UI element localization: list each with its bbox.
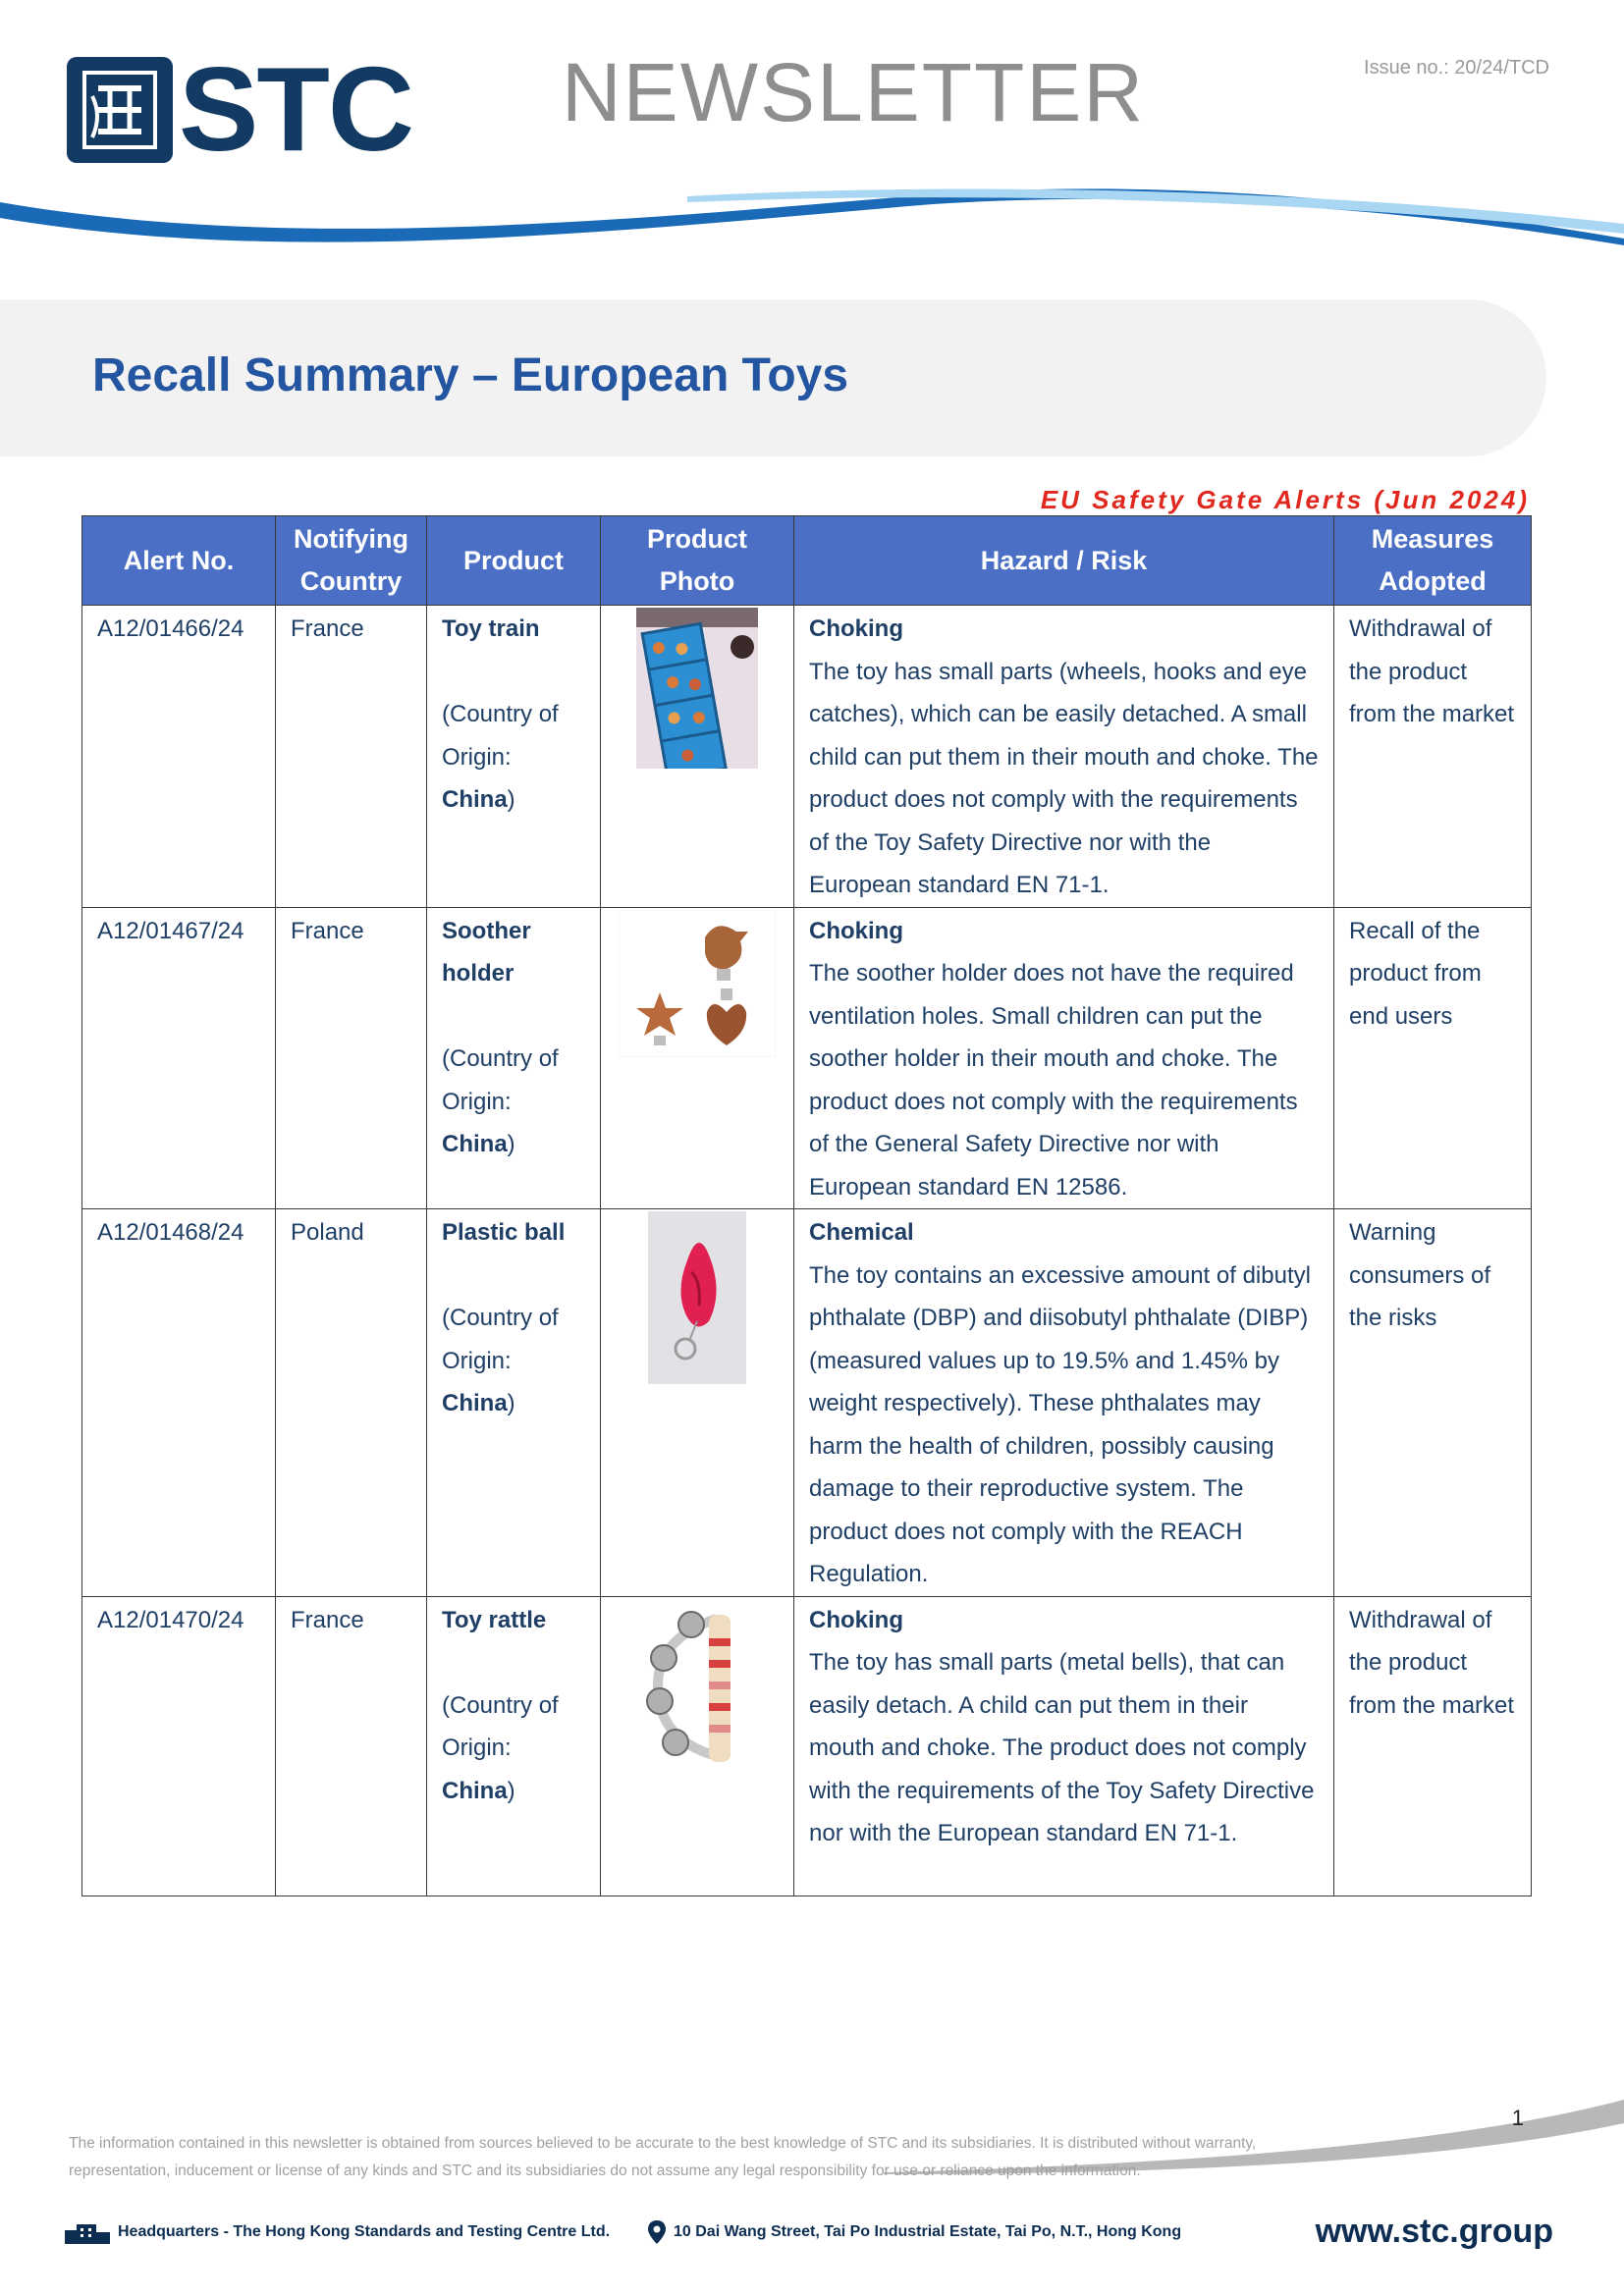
address-text: 10 Dai Wang Street, Tai Po Industrial Estate, Tai Po, N.T., Hong Kong [674,2223,1182,2240]
plastic-ball-photo-icon [648,1211,746,1384]
product-cell: Toy rattle (Country of Origin: China) [427,1596,601,1896]
headquarters-text: Headquarters - The Hong Kong Standards and Testing Centre Ltd. [118,2223,611,2240]
newsletter-label: NEWSLETTER [562,46,1146,138]
building-icon [65,2220,110,2244]
origin-label: (Country of [442,701,559,727]
toy-train-photo-icon [636,608,758,769]
header-measures: Measures Adopted [1334,516,1532,606]
stc-logo [67,42,460,176]
origin-country: China [442,1390,508,1416]
hazard-cell [794,907,1334,1209]
soother-holder-photo-icon [619,910,776,1057]
hazard-text: The toy has small parts (wheels, hooks and eye catches), which can be easily detached. A small child can put them in their mouth and choke. The product does not comply with the requirements of the Toy Safety Directive nor with the European standard EN 71-1. [809,658,1319,898]
header-wave-decoration [0,185,1624,263]
product-photo-cell [601,1209,794,1597]
hazard-cell [794,1209,1334,1597]
stc-logo-mark [67,57,173,163]
origin-label: Origin: [442,1735,512,1761]
hazard-cell [794,606,1334,908]
hazard-title: Choking [809,615,903,642]
origin-country: China [442,1777,508,1804]
origin-label: (Country of [442,1691,559,1719]
disclaimer: The information contained in this newsletter is obtained from sources believed to be accurate to the best knowledge of STC and its subsidiaries. It is distributed without warranty, representation, inducement or license of any kinds and STC and its subsidiaries do not assume any legal responsibility for use or reliance upon the information. [69,2135,1257,2179]
product-photo-cell [601,606,794,908]
product-name: Toy rattle [442,1606,547,1633]
measures-adopted: Warning consumers of the risks [1334,1209,1532,1597]
origin-label: Origin: [442,1088,512,1115]
product-cell: Toy train (Country of Origin: China) [427,606,601,908]
product-name: Toy train [442,615,540,642]
measures-adopted: Recall of the product from end users [1334,907,1532,1209]
origin-label: (Country of [442,1305,559,1331]
alert-number: A12/01467/24 [82,907,276,1209]
page-title: Recall Summary – European Toys [92,349,849,401]
notifying-country: France [276,907,427,1209]
hazard-text: The toy contains an excessive amount of dibutyl phthalate (DBP) and diisobutyl phthalate (DIBP) (measured values up to 19.5% and 1.45% by weight respectively). These phthalates may harm the health of children, possibly causing damage to their reproductive system. The product does not comply with the REACH Regulation. [809,1261,1311,1587]
table-header-row [82,516,1532,606]
origin-label: (Country of [442,1045,559,1072]
stc-emblem-icon [81,67,159,153]
table-row [82,606,1532,908]
table-row [82,1596,1532,1896]
origin-label: Origin: [442,743,512,771]
toy-rattle-photo-icon [636,1599,758,1772]
alert-number: A12/01470/24 [82,1596,276,1896]
product-name: Plastic ball [442,1219,566,1246]
header-hazard: Hazard / Risk [794,516,1334,606]
product-cell: Plastic ball (Country of Origin: China) [427,1209,601,1597]
product-photo-cell [601,907,794,1209]
hazard-text: The toy has small parts (metal bells), that can easily detach. A child can put them in their mouth and choke. The product does not comply with the requirements of the Toy Safety Directive nor with the European standard EN 71-1. [809,1649,1315,1846]
notifying-country: Poland [276,1209,427,1597]
header-product-photo: Product Photo [601,516,794,606]
alert-number: A12/01468/24 [82,1209,276,1597]
location-pin-icon [648,2220,666,2244]
header-notifying-country: Notifying Country [276,516,427,606]
alert-number: A12/01466/24 [82,606,276,908]
recall-table [81,515,1532,1896]
notifying-country: France [276,1596,427,1896]
footer-address [648,2220,1181,2244]
origin-country: China [442,786,508,813]
hazard-title: Chemical [809,1219,914,1246]
issue-number: Issue no.: 20/24/TCD [1364,57,1549,79]
hazard-title: Choking [809,917,903,944]
table-row [82,1209,1532,1597]
header-alert-no: Alert No. [82,516,276,606]
product-photo-cell [601,1596,794,1896]
title-banner [0,299,1546,456]
origin-country: China [442,1131,508,1157]
page-number: 1 [1511,2106,1524,2130]
measures-adopted: Withdrawal of the product from the market [1334,606,1532,908]
website-link[interactable]: www.stc.group [1315,2213,1553,2250]
product-name: Soother holder [442,917,531,987]
alerts-caption: EU Safety Gate Alerts (Jun 2024) [1040,485,1530,514]
footer-headquarters [65,2220,610,2244]
hazard-title: Choking [809,1606,903,1633]
table-row [82,907,1532,1209]
notifying-country: France [276,606,427,908]
header-product: Product [427,516,601,606]
product-cell: Soother holder (Country of Origin: China) [427,907,601,1209]
origin-label: Origin: [442,1347,512,1374]
hazard-text: The soother holder does not have the required ventilation holes. Small children can put the soother holder in their mouth and choke. The product does not comply with the requirements of the General Safety Directive nor with European standard EN 12586. [809,960,1298,1201]
logo-text: STC [179,42,412,176]
hazard-cell [794,1596,1334,1896]
measures-adopted: Withdrawal of the product from the market [1334,1596,1532,1896]
